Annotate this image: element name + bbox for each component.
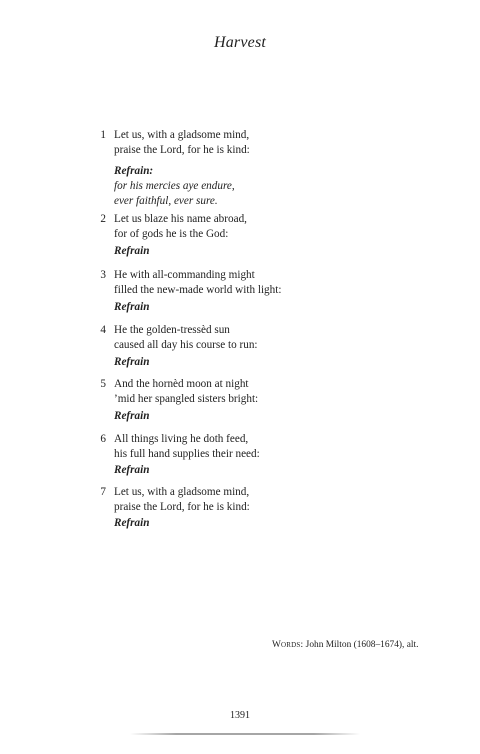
refrain-label: Refrain bbox=[114, 464, 150, 476]
verse-number: 7 bbox=[100, 486, 106, 498]
verse-line: filled the new-made world with light: bbox=[114, 284, 282, 296]
page-edge-shadow bbox=[130, 733, 360, 735]
verse-line: He with all-commanding might bbox=[114, 269, 255, 281]
verse-number: 1 bbox=[100, 129, 106, 141]
refrain-short bbox=[114, 516, 149, 531]
attribution-label: Words: bbox=[272, 640, 304, 650]
refrain-label: Refrain bbox=[114, 410, 150, 422]
verse-line: And the hornèd moon at night bbox=[114, 378, 249, 390]
verse-line: All things living he doth feed, bbox=[114, 433, 249, 445]
refrain-label: Refrain bbox=[114, 245, 150, 257]
page-number: 1391 bbox=[230, 710, 250, 721]
verse-line: Let us blaze his name abroad, bbox=[114, 213, 247, 225]
attribution-text: John Milton (1608–1674), alt. bbox=[303, 640, 419, 650]
verse-1 bbox=[100, 128, 250, 158]
refrain-label: Refrain: bbox=[114, 165, 154, 177]
verse-number: 2 bbox=[100, 213, 106, 225]
verse-2 bbox=[100, 212, 247, 242]
verse-line: for of gods he is the God: bbox=[114, 228, 229, 240]
refrain-label: Refrain bbox=[114, 356, 150, 368]
verse-line: caused all day his course to run: bbox=[114, 339, 258, 351]
verse-line: praise the Lord, for he is kind: bbox=[114, 144, 250, 156]
refrain-label: Refrain bbox=[114, 517, 150, 529]
verse-number: 5 bbox=[100, 378, 106, 390]
refrain-line: for his mercies aye endure, bbox=[114, 180, 235, 192]
verse-line: He the golden-tressèd sun bbox=[114, 324, 230, 336]
refrain-short bbox=[114, 355, 149, 370]
verse-line: praise the Lord, for he is kind: bbox=[114, 501, 250, 513]
verse-number: 4 bbox=[100, 324, 106, 336]
attribution bbox=[272, 640, 418, 650]
verse-7 bbox=[100, 485, 250, 515]
verse-number: 3 bbox=[100, 269, 106, 281]
refrain-short bbox=[114, 244, 149, 259]
verse-line: ’mid her spangled sisters bright: bbox=[114, 393, 259, 405]
verse-line: his full hand supplies their need: bbox=[114, 448, 260, 460]
refrain-label: Refrain bbox=[114, 301, 150, 313]
verse-line: Let us, with a gladsome mind, bbox=[114, 486, 250, 498]
verse-4 bbox=[100, 323, 258, 353]
refrain-short bbox=[114, 463, 149, 478]
verse-number: 6 bbox=[100, 433, 106, 445]
verse-6 bbox=[100, 432, 260, 462]
refrain-line: ever faithful, ever sure. bbox=[114, 195, 218, 207]
refrain-full bbox=[114, 164, 235, 209]
verse-5 bbox=[100, 377, 259, 407]
refrain-short bbox=[114, 300, 149, 315]
refrain-short bbox=[114, 409, 149, 424]
verse-line: Let us, with a gladsome mind, bbox=[114, 129, 250, 141]
verse-3 bbox=[100, 268, 282, 298]
page-title: Harvest bbox=[213, 34, 267, 51]
